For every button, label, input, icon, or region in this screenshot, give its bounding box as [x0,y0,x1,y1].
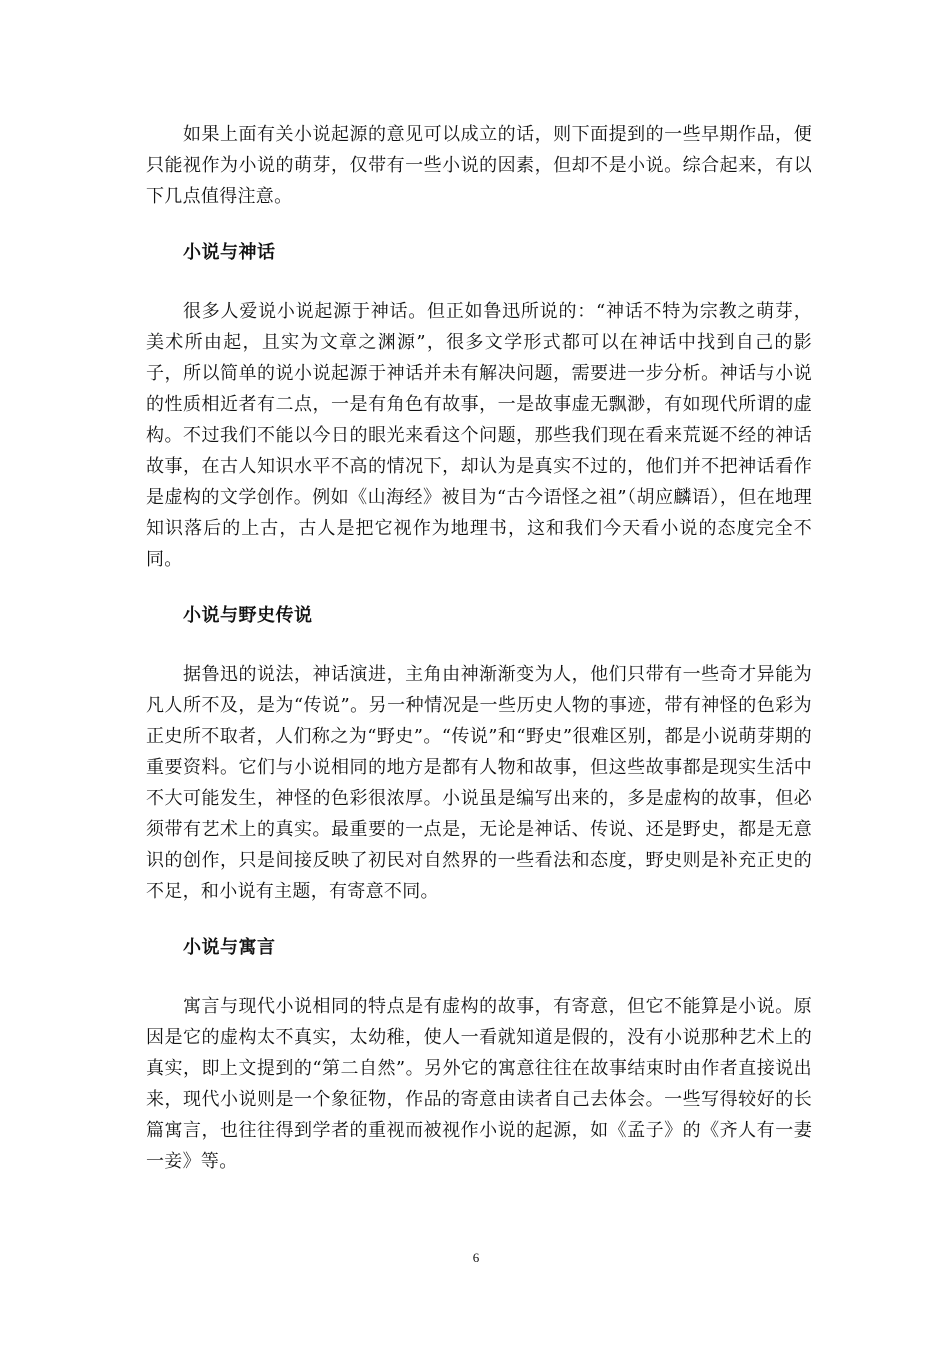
spacer [146,907,812,932]
intro-paragraph: 如果上面有关小说起源的意见可以成立的话，则下面提到的一些早期作品，便只能视作为小说的萌芽，仅带有一些小说的因素，但却不是小说。综合起来，有以下几点值得注意。 [146,124,812,207]
spacer [146,212,812,237]
section-body-fable: 寓言与现代小说相同的特点是有虚构的故事，有寄意，但它不能算是小说。原因是它的虚构太不真实，太幼稚，使人一看就知道是假的，没有小说那种艺术上的真实，即上文提到的“第二自然”。另外它的寓意往往在故事结束时由作者直接说出来，现代小说则是一个象征物，作品的寄意由读者自己去体会。一些写得较好的长篇寓言，也往往得到学者的重视而被视作小说的起源，如《孟子》的《齐人有一妻一妾》等。 [146,996,812,1172]
page-number: 6 [472,1250,480,1265]
section-heading-fable: 小说与寓言 [183,937,276,958]
section-body-legend: 据鲁迅的说法，神话演进，主角由神渐渐变为人，他们只带有一些奇才异能为凡人所不及，是为“传说”。另一种情况是一些历史人物的事迹，带有神怪的色彩为正史所不取者，人们称之为“野史”。“传说”和“野史”很难区别，都是小说萌芽期的重要资料。它们与小说相同的地方是都有人物和故事，但这些故事都是现实生活中不大可能发生，神怪的色彩很浓厚。小说虽是编写出来的，多是虚构的故事，但必须带有艺术上的真实。最重要的一点是，无论是神话、传说、还是野史，都是无意识的创作，只是间接反映了初民对自然界的一些看法和态度，野史则是补充正史的不足，和小说有主题，有寄意不同。 [146,664,812,902]
section-heading-myth: 小说与神话 [183,242,276,263]
spacer [146,575,812,600]
spacer [146,963,812,991]
section-body-myth: 很多人爱说小说起源于神话。但正如鲁迅所说的：“神话不特为宗教之萌芽，美术所由起，且实为文章之渊源”，很多文学形式都可以在神话中找到自己的影子，所以简单的说小说起源于神话并未有解决问题，需要进一步分析。神话与小说的性质相近者有二点，一是有角色有故事，一是故事虚无飘渺，有如现代所谓的虚构。不过我们不能以今日的眼光来看这个问题，那些我们现在看来荒诞不经的神话故事，在古人知识水平不高的情况下，却认为是真实不过的，他们并不把神话看作是虚构的文学创作。例如《山海经》被目为“古今语怪之祖”（胡应麟语），但在地理知识落后的上古，古人是把它视作为地理书，这和我们今天看小说的态度完全不同。 [146,301,812,570]
spacer [146,631,812,659]
page-content [146,119,812,1177]
section-heading-legend: 小说与野史传说 [183,605,313,626]
spacer [146,268,812,296]
